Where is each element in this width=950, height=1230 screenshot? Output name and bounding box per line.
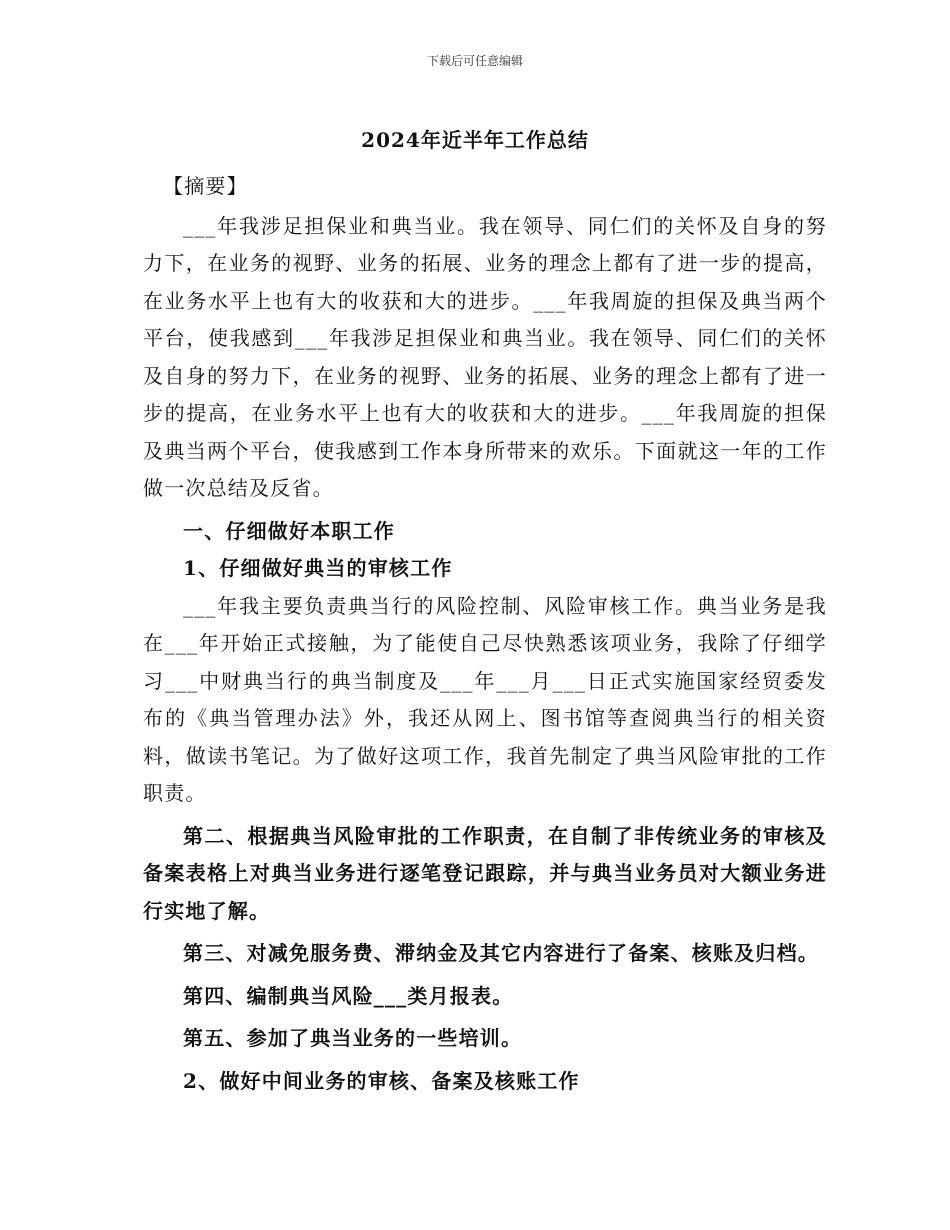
document-body [143, 168, 827, 1100]
list-item-fifth: 第五、参加了典当业务的一些培训。 [183, 1026, 523, 1050]
document-title: 2024年近半年工作总结 [361, 128, 589, 152]
abstract-label: 【摘要】 [163, 174, 248, 198]
body-paragraph-1: ___年我主要负责典当行的风险控制、风险审核工作。典当业务是我在___年开始正式接触，为了能使自己尽快熟悉该项业务，我除了仔细学习___中财典当行的典当制度及___年___月___日正式实施国家经贸委发布的《典当管理办法》外，我还从网上、图书馆等查阅典当行的相关资料，做读书笔记。为了做好这项工作，我首先制定了典当风险审批的工作职责。 [143, 593, 827, 805]
section-heading-1: 一、仔细做好本职工作 [183, 518, 395, 543]
abstract-paragraph: ___年我涉足担保业和典当业。我在领导、同仁们的关怀及自身的努力下，在业务的视野、业务的拓展、业务的理念上都有了进一步的提高，在业务水平上也有大的收获和大的进步。___年我周旋的担保及典当两个平台，使我感到___年我涉足担保业和典当业。我在领导、同仁们的关怀及自身的努力下，在业务的视野、业务的拓展、业务的理念上都有了进一步的提高，在业务水平上也有大的收获和大的进步。___年我周旋的担保及典当两个平台，使我感到工作本身所带来的欢乐。下面就这一年的工作做一次总结及反省。 [143, 213, 827, 500]
subsection-heading-2: 2、做好中间业务的审核、备案及核账工作 [183, 1068, 580, 1093]
list-item-second: 第二、根据典当风险审批的工作职责，在自制了非传统业务的审核及备案表格上对典当业务进行逐笔登记跟踪，并与典当业务员对大额业务进行实地了解。 [143, 823, 827, 923]
list-item-fourth: 第四、编制典当风险___类月报表。 [183, 983, 514, 1008]
header-note: 下载后可任意编辑 [426, 54, 523, 68]
subsection-heading-1: 1、仔细做好典当的审核工作 [183, 556, 453, 580]
list-item-third: 第三、对减免服务费、滞纳金及其它内容进行了备案、核账及归档。 [183, 941, 819, 965]
